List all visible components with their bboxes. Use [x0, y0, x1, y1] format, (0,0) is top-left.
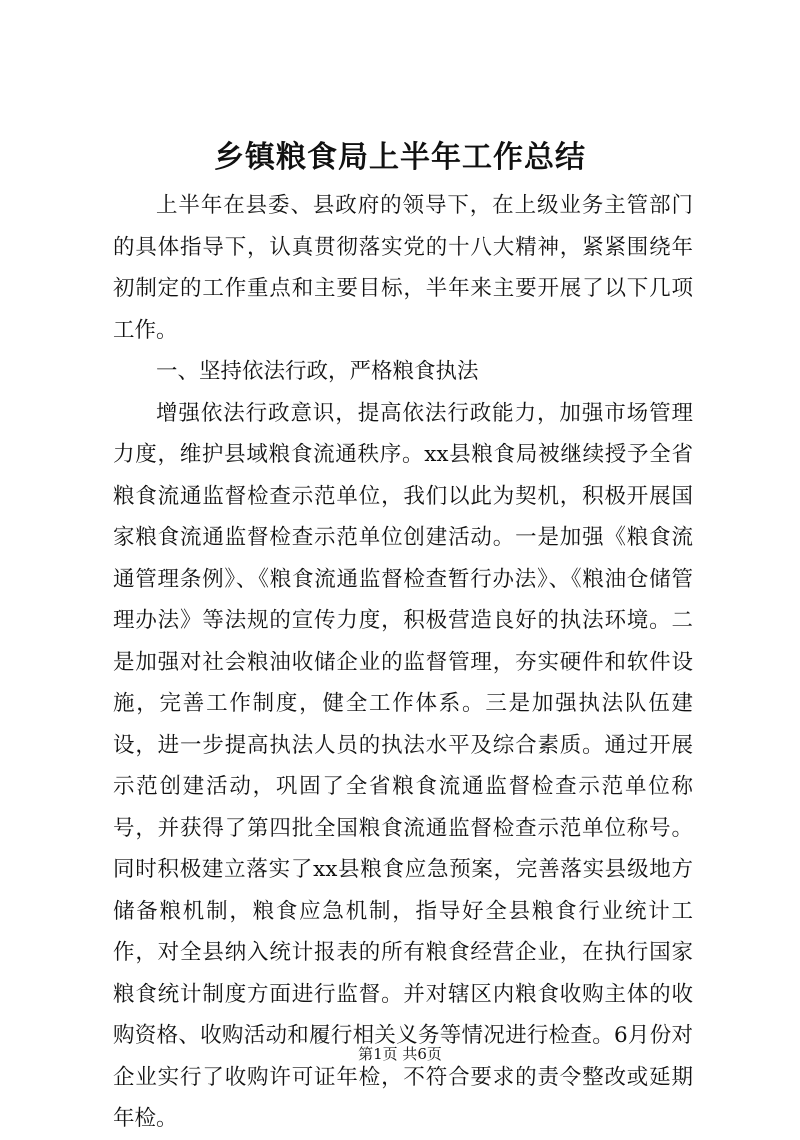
paragraph-intro: 上半年在县委、县政府的领导下，在上级业务主管部门的具体指导下，认真贯彻落实党的十八大精神，紧紧围绕年初制定的工作重点和主要目标，半年来主要开展了以下几项工作。 — [113, 193, 693, 343]
document-title: 乡镇粮食局上半年工作总结 — [214, 140, 586, 175]
section-heading-1: 一、坚持依法行政，严格粮食执法 — [156, 359, 479, 384]
page-number: 第1页 共6页 — [358, 1045, 442, 1063]
paragraph-section-1: 增强依法行政意识，提高依法行政能力，加强市场管理力度，维护县域粮食流通秩序。xx县粮食局被继续授予全省粮食流通监督检查示范单位，我们以此为契机，积极开展国家粮食流通监督检查示范单位创建活动。一是加强《粮食流通管理条例》、《粮食流通监督检查暂行办法》、《粮油仓储管理办法》等法规的宣传力度，积极营造良好的执法环境。二是加强对社会粮油收储企业的监督管理，夯实硬件和软件设施，完善工作制度，健全工作体系。三是加强执法队伍建设，进一步提高执法人员的执法水平及综合素质。通过开展示范创建活动，巩固了全省粮食流通监督检查示范单位称号，并获得了第四批全国粮食流通监督检查示范单位称号。同时积极建立落实了xx县粮食应急预案，完善落实县级地方储备粮机制，粮食应急机制，指导好全县粮食行业统计工作，对全县纳入统计报表的所有粮食经营企业，在执行国家粮食统计制度方面进行监督。并对辖区内粮食收购主体的收购资格、收购活动和履行相关义务等情况进行检查。6月份对企业实行了收购许可证年检，不符合要求的责令整改或延期年检。 — [113, 400, 693, 1131]
document-body — [113, 185, 693, 1140]
